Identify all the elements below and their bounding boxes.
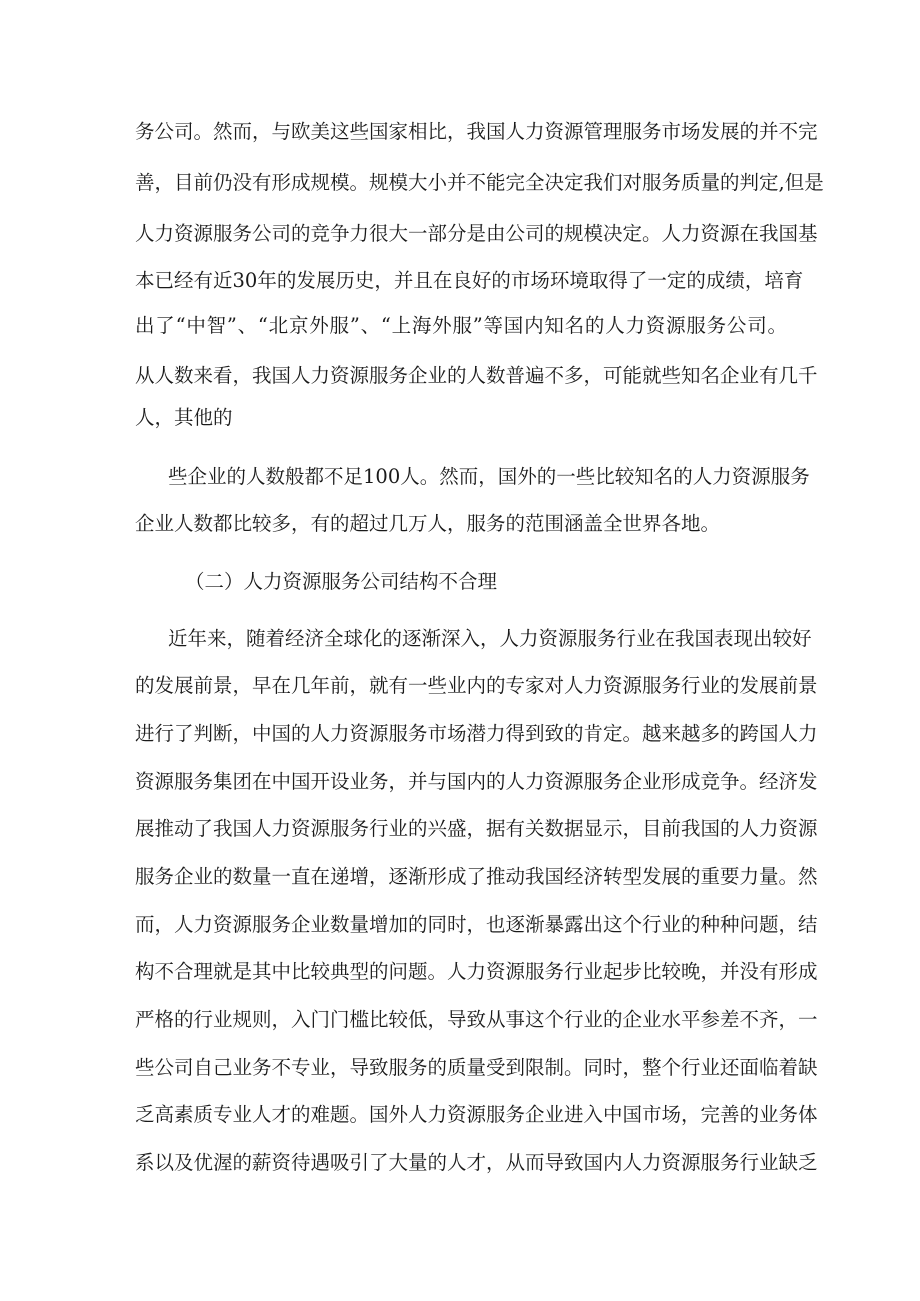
text-line: 些企业的人数般都不足100人。然而，国外的一些比较知名的人力资源服务 xyxy=(168,465,810,488)
text-line: 乏高素质专业人才的难题。国外人力资源服务企业进入中国市场，完善的业务体 xyxy=(135,1103,818,1126)
text-line: 善，目前仍没有形成规模。规模大小并不能完全决定我们对服务质量的判定,但是 xyxy=(135,171,824,194)
text-line: 进行了判断，中国的人力资源服务市场潜力得到致的肯定。越来越多的跨国人力 xyxy=(135,722,818,745)
text-line: 出了“中智”、“北京外服”、“上海外服”等国内知名的人力资源服务公司。 xyxy=(135,314,787,337)
text-line: 的发展前景，早在几年前，就有一些业内的专家对人力资源服务行业的发展前景 xyxy=(135,674,818,697)
text-line: 严格的行业规则，入门门槛比较低，导致从事这个行业的企业水平参差不齐，一 xyxy=(135,1008,818,1031)
text-line: 资源服务集团在中国开设业务，并与国内的人力资源服务企业形成竞争。经济发 xyxy=(135,770,818,793)
text-line: 务公司。然而，与欧美这些国家相比，我国人力资源管理服务市场发展的并不完 xyxy=(135,120,818,143)
text-line: 近年来，随着经济全球化的逐渐深入，人力资源服务行业在我国表现出较好 xyxy=(168,627,812,650)
text-line: 本已经有近30年的发展历史，并且在良好的市场环境取得了一定的成绩，培育 xyxy=(135,269,804,292)
text-line: 服务企业的数量一直在递增，逐渐形成了推动我国经济转型发展的重要力量。然 xyxy=(135,865,818,888)
text-line: 人，其他的 xyxy=(135,406,233,429)
text-line: 从人数来看，我国人力资源服务企业的人数普遍不多，可能就些知名企业有几千 xyxy=(135,364,818,387)
text-line: 而，人力资源服务企业数量增加的同时，也逐渐暴露出这个行业的种种问题，结 xyxy=(135,913,818,936)
text-line: 系以及优渥的薪资待遇吸引了大量的人才，从而导致国内人力资源服务行业缺乏 xyxy=(135,1151,818,1174)
text-line: 人力资源服务公司的竞争力很大一部分是由公司的规模决定。人力资源在我国基 xyxy=(135,222,818,245)
text-line: 展推动了我国人力资源服务行业的兴盛，据有关数据显示，目前我国的人力资源 xyxy=(135,817,818,840)
section-heading: （二）人力资源服务公司结构不合理 xyxy=(185,570,498,593)
text-line: 构不合理就是其中比较典型的问题。人力资源服务行业起步比较晚，并没有形成 xyxy=(135,960,818,983)
text-line: 企业人数都比较多，有的超过几万人，服务的范围涵盖全世界各地。 xyxy=(135,512,721,535)
text-line: 些公司自己业务不专业，导致服务的质量受到限制。同时，整个行业还面临着缺 xyxy=(135,1056,818,1079)
